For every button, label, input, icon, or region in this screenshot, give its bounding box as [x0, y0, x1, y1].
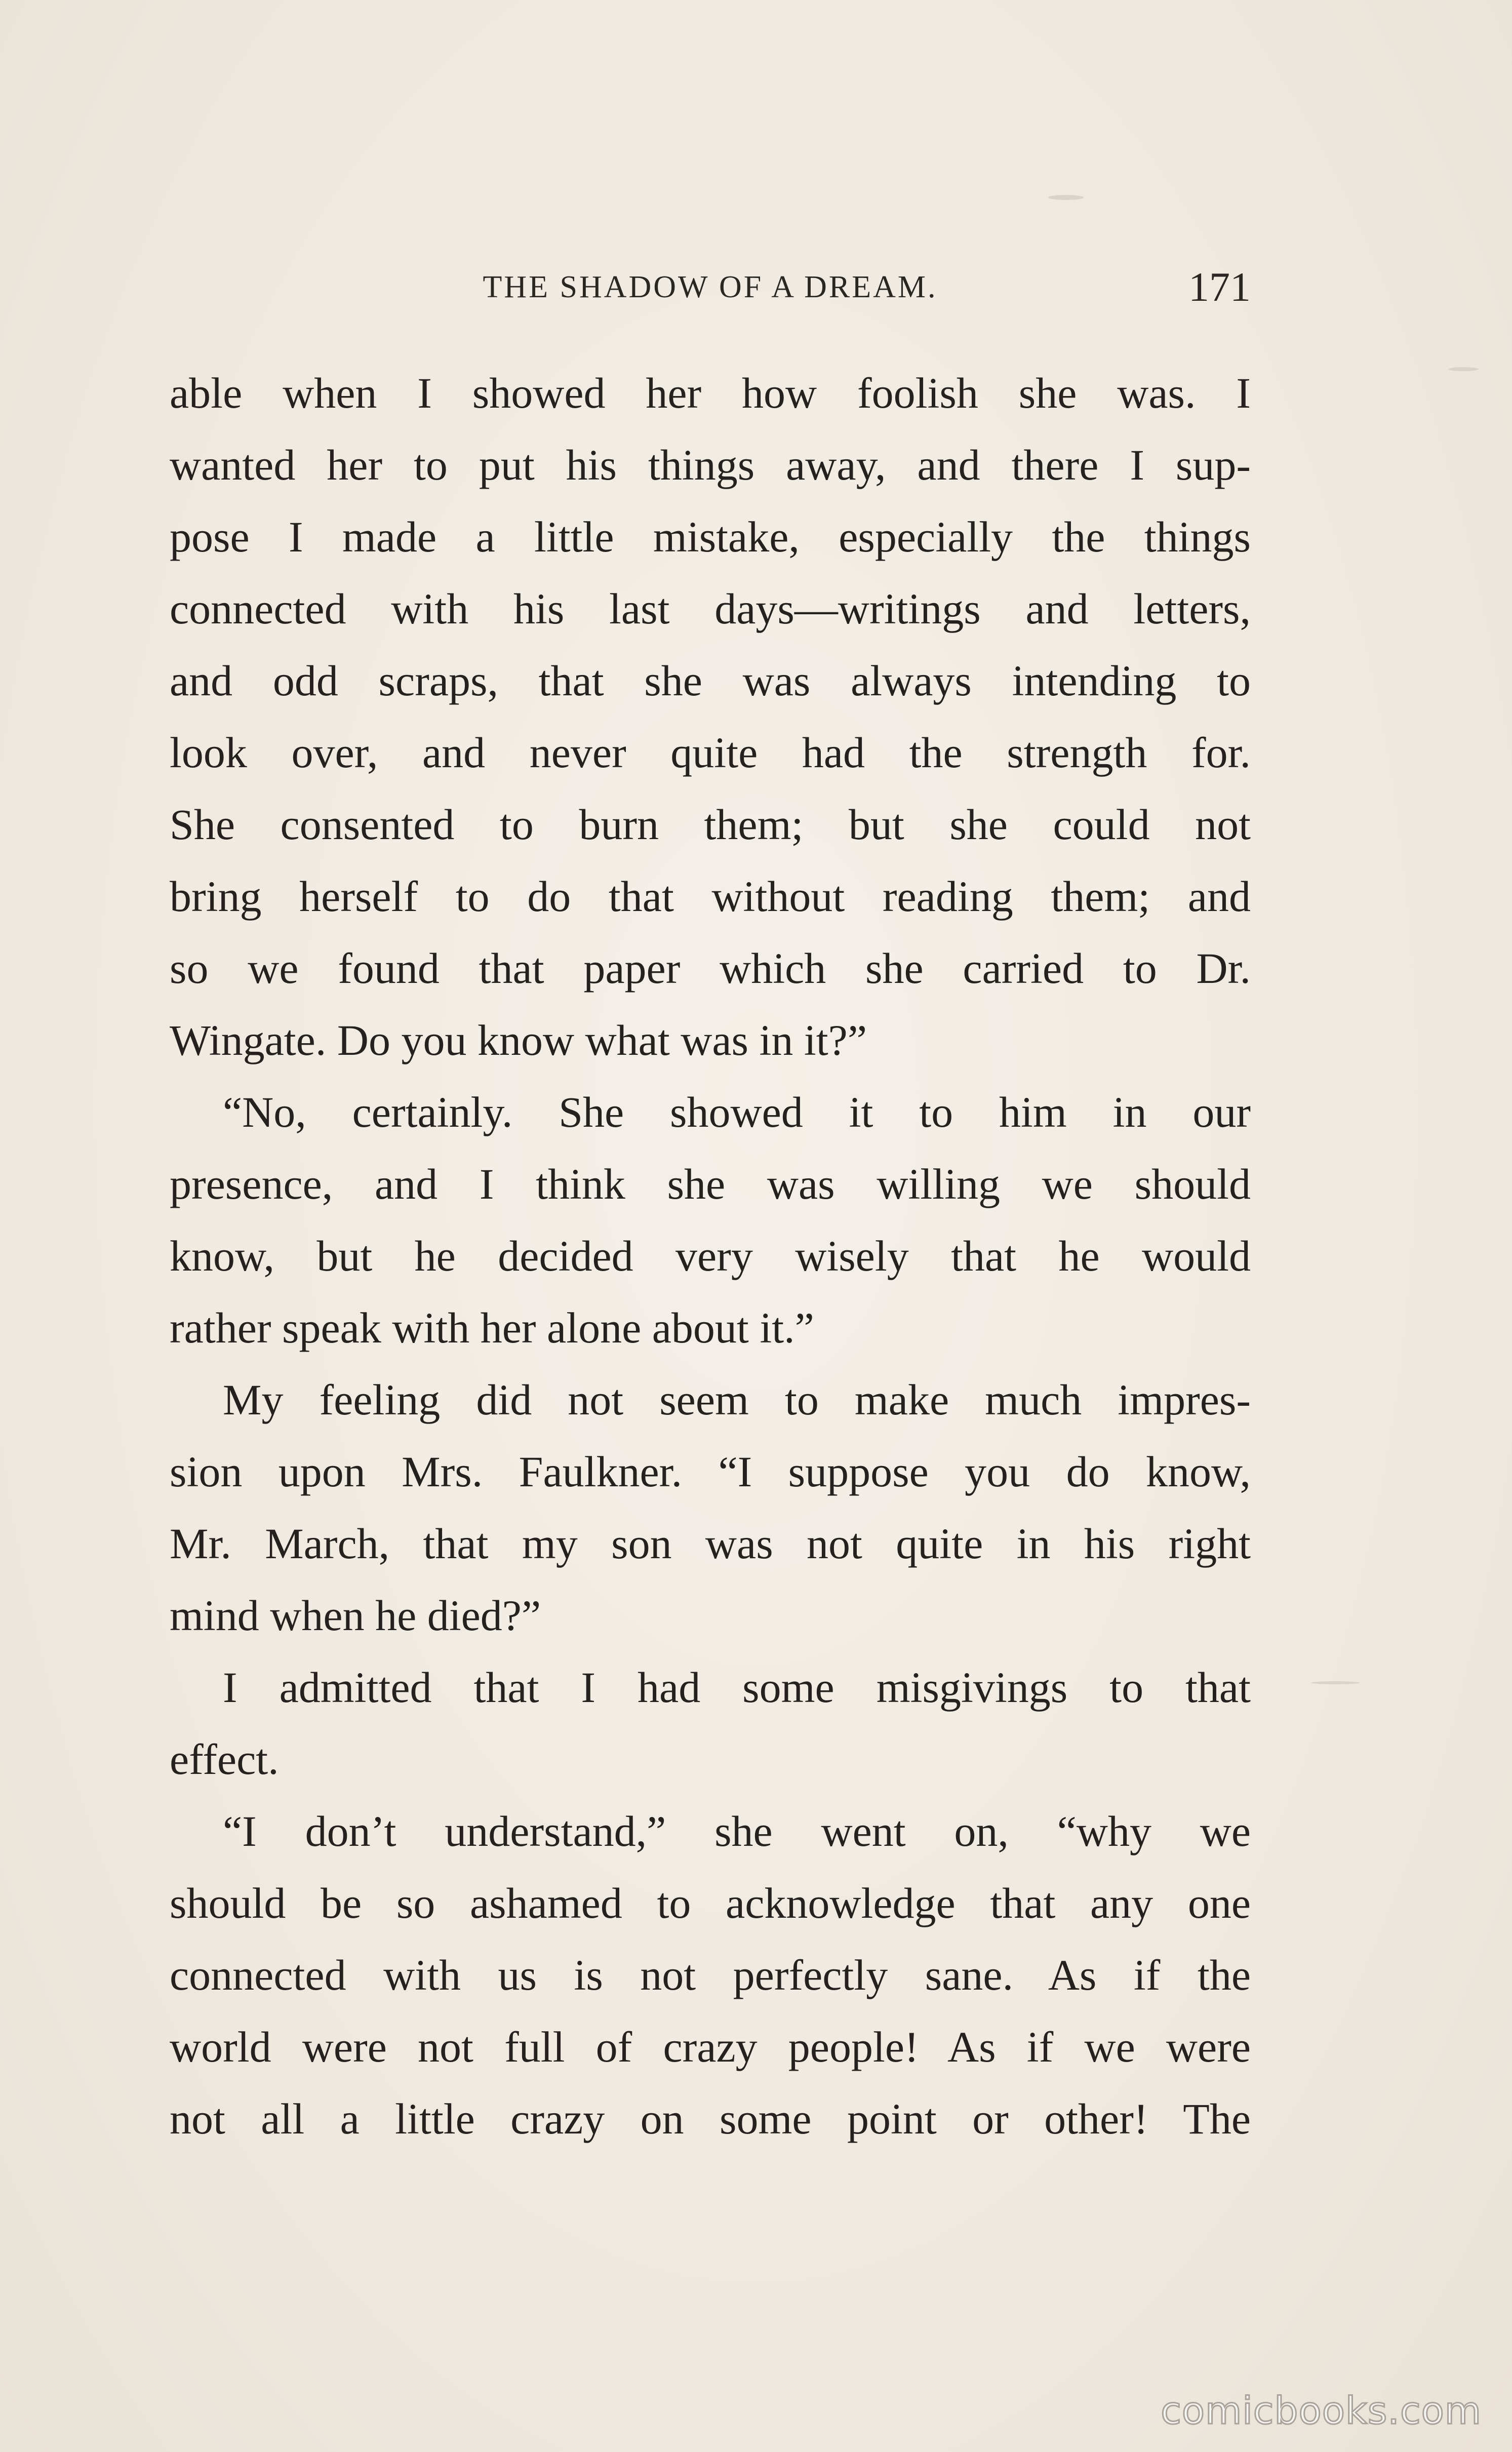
paper-speck: [1448, 367, 1479, 371]
text-line: not all a little crazy on some point or other! The: [170, 2094, 1251, 2143]
text-line: She consented to burn them; but she could not: [170, 800, 1251, 849]
paragraph-start-line: My feeling did not seem to make much impres-: [223, 1375, 1251, 1424]
paragraph-start-line: I admitted that I had some misgivings to that: [223, 1663, 1251, 1712]
text-line: presence, and I think she was willing we should: [170, 1160, 1251, 1208]
text-line: bring herself to do that without reading them; and: [170, 872, 1251, 921]
text-line: mind when he died?”: [170, 1591, 541, 1640]
text-line: look over, and never quite had the strength for.: [170, 728, 1251, 777]
text-line: effect.: [170, 1735, 279, 1784]
text-line: pose I made a little mistake, especially the things: [170, 512, 1251, 561]
body-text: [170, 357, 1251, 2155]
text-line: know, but he decided very wisely that he would: [170, 1232, 1251, 1280]
paragraph-start-line: “No, certainly. She showed it to him in our: [223, 1088, 1251, 1136]
paper-speck: [1048, 195, 1084, 200]
running-title: THE SHADOW OF A DREAM.: [483, 270, 938, 304]
text-line: wanted her to put his things away, and there I sup-: [170, 441, 1251, 489]
text-line: rather speak with her alone about it.”: [170, 1303, 814, 1352]
paper-speck: [1311, 1681, 1360, 1684]
text-line: should be so ashamed to acknowledge that any one: [170, 1879, 1251, 1927]
text-line: Wingate. Do you know what was in it?”: [170, 1016, 867, 1064]
watermark-logo: comicbooks.com: [1161, 2389, 1482, 2433]
running-head: [170, 263, 1251, 324]
text-line: Mr. March, that my son was not quite in his right: [170, 1519, 1251, 1568]
text-line: connected with his last days—writings and letters,: [170, 584, 1251, 633]
text-line: world were not full of crazy people! As if we were: [170, 2023, 1251, 2071]
text-line: sion upon Mrs. Faulkner. “I suppose you do know,: [170, 1447, 1251, 1496]
text-line: so we found that paper which she carried to Dr.: [170, 944, 1251, 993]
text-line: and odd scraps, that she was always intending to: [170, 656, 1251, 705]
paragraph-start-line: “I don’t understand,” she went on, “why we: [223, 1807, 1251, 1855]
text-line: able when I showed her how foolish she was. I: [170, 369, 1251, 417]
page-number: 171: [1188, 264, 1251, 310]
text-line: connected with us is not perfectly sane. As if the: [170, 1951, 1251, 1999]
